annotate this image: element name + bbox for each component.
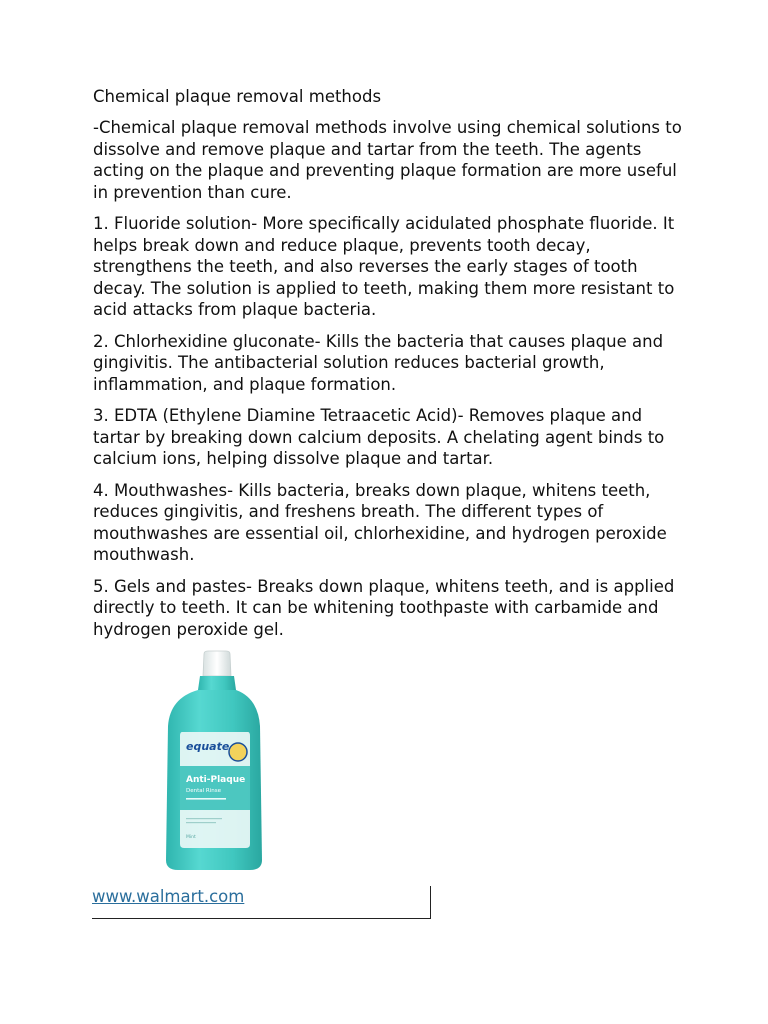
mouthwash-paragraph: 4. Mouthwashes- Kills bacteria, breaks down plaque, whitens teeth, reduces gingivitis, and freshens breath. The different types of mouthwashes are essential oil, chlorhexidine, and hydrogen peroxide mouthwash. — [93, 480, 667, 564]
chlorhexidine-paragraph: 2. Chlorhexidine gluconate- Kills the bacteria that causes plaque and gingivitis. The antibacterial solution reduces bacterial growth, inflammation, and plaque formation. — [93, 331, 664, 394]
mouthwash-bottle-image — [92, 648, 336, 876]
fluoride-paragraph: 1. Fluoride solution- More specifically acidulated phosphate fluoride. It helps break down and reduce plaque, prevents tooth decay, strengthens the teeth, and also reverses the early stages of tooth decay. The solution is applied to teeth, making them more resistant to acid attacks from plaque bacteria. — [93, 214, 675, 319]
bottle-seal — [229, 743, 247, 761]
bottle-subtitle-text: Dental Rinse — [186, 788, 221, 794]
bottle-brand-text: equate — [186, 740, 230, 753]
bottle-product-text: Anti-Plaque — [186, 775, 246, 785]
intro-paragraph: -Chemical plaque removal methods involve using chemical solutions to dissolve and remove plaque and tartar from the teeth. The agents acting on the plaque and preventing plaque formation are more useful in prevention than cure. — [93, 118, 682, 202]
source-link[interactable]: www.walmart.com — [92, 887, 245, 906]
bottle-neck — [198, 676, 236, 690]
document-body — [93, 86, 683, 650]
bottle-flavor-text: Mint — [186, 835, 196, 840]
bottle-cap — [203, 651, 231, 676]
document-title: Chemical plaque removal methods — [93, 87, 382, 106]
gels-paragraph: 5. Gels and pastes- Breaks down plaque, whitens teeth, and is applied directly to teeth. It can be whitening toothpaste with carbamide and hydrogen peroxide gel. — [93, 576, 675, 639]
edta-paragraph: 3. EDTA (Ethylene Diamine Tetraacetic Acid)- Removes plaque and tartar by breaking down calcium deposits. A chelating agent binds to calcium ions, helping dissolve plaque and tartar. — [93, 406, 665, 468]
